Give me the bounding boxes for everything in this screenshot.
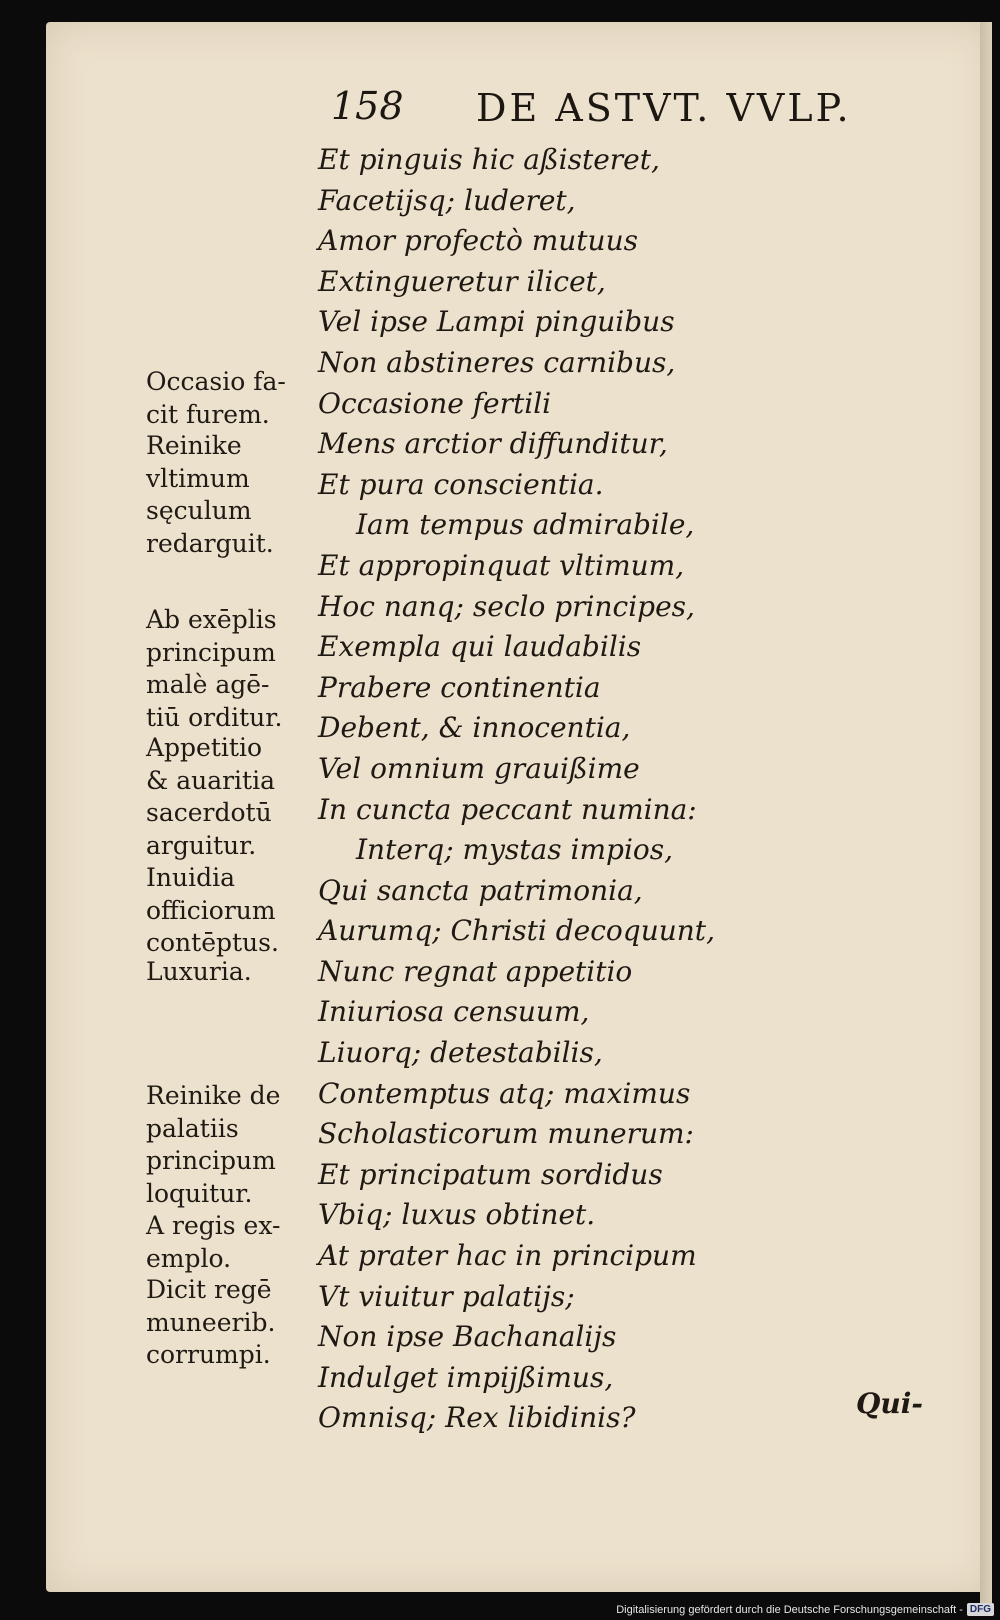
margin-note: Luxuria.	[146, 957, 252, 986]
margin-note: Occasio fa- cit furem.	[146, 367, 286, 429]
verse-line: Et pura conscientia.	[318, 467, 604, 501]
verse-line: Vbiq; luxus obtinet.	[318, 1198, 596, 1232]
margin-note: Inuidia officiorum contēptus.	[146, 863, 279, 958]
verse-line: Et principatum sordidus	[318, 1157, 663, 1191]
verse-line: Qui sancta patrimonia,	[318, 873, 643, 907]
margin-note: A regis ex- emplo.	[146, 1211, 281, 1273]
verse-line: Omnisq; Rex libidinis?	[318, 1401, 636, 1435]
verse-line: Prabere continentia	[318, 670, 601, 704]
verse-line: Liuorq; detestabilis,	[318, 1036, 603, 1070]
margin-note: Appetitio & auaritia sacerdotū arguitur.	[146, 733, 276, 860]
page-edge	[980, 22, 992, 1612]
verse-line: Vel ipse Lampi pinguibus	[318, 305, 675, 339]
verse-line: Occasione fertili	[318, 386, 552, 420]
verse-line: Aurumq; Christi decoquunt,	[318, 914, 715, 948]
dfg-logo-icon: DFG	[967, 1603, 994, 1616]
footer-text: Digitalisierung gefördert durch die Deutsche Forschungsgemeinschaft -	[616, 1603, 963, 1616]
margin-note: Reinike de palatiis principum loquitur.	[146, 1081, 281, 1208]
verse-line: Iniuriosa censuum,	[318, 995, 590, 1029]
verse-line: Contemptus atq; maximus	[318, 1076, 691, 1110]
margin-note: Ab exēplis principum malè agē- tiū orditur.	[146, 605, 283, 732]
verse-line: Extingueretur ilicet,	[318, 264, 606, 298]
verse-line: Et pinguis hic aßisteret,	[318, 143, 660, 176]
verse-line: Indulget impijßimus,	[318, 1360, 614, 1394]
verse-line: Nunc regnat appetitio	[318, 954, 633, 988]
verse-line: Debent, & innocentia,	[318, 711, 631, 745]
verse-line: Iam tempus admirabile,	[356, 508, 695, 542]
page-header	[46, 82, 992, 142]
verse-line: Et appropinquat vltimum,	[318, 548, 685, 582]
page-number: 158	[331, 84, 404, 128]
verse-line: Vt viuitur palatijs;	[318, 1279, 575, 1313]
margin-note: Dicit regē muneerib. corrumpi.	[146, 1275, 276, 1370]
margin-note: Reinike vltimum sęculum redarguit.	[146, 431, 274, 558]
verse-line: Exempla qui laudabilis	[318, 630, 642, 664]
verse-line: Interq; mystas impios,	[356, 833, 674, 867]
verse-line: Amor profectò mutuus	[318, 224, 638, 258]
catchword: Qui-	[856, 1387, 924, 1420]
verse-line: Facetijsq; luderet,	[318, 183, 576, 217]
digitization-footer	[616, 1603, 994, 1616]
verse-line: Hoc nanq; seclo principes,	[318, 589, 695, 623]
verse-line: In cuncta peccant numina:	[318, 792, 697, 826]
verse-line: Mens arctior diffunditur,	[318, 427, 668, 461]
verse-line: At prater hac in principum	[318, 1239, 697, 1273]
verse-line: Non abstineres carnibus,	[318, 345, 676, 379]
verse-line: Non ipse Bachanalijs	[318, 1320, 617, 1354]
verse-line: Scholasticorum munerum:	[318, 1117, 694, 1151]
verse-line: Vel omnium grauißime	[318, 751, 640, 785]
book-page	[46, 22, 992, 1592]
verse-text	[318, 140, 715, 1439]
running-title: DE ASTVT. VVLP.	[476, 86, 852, 130]
